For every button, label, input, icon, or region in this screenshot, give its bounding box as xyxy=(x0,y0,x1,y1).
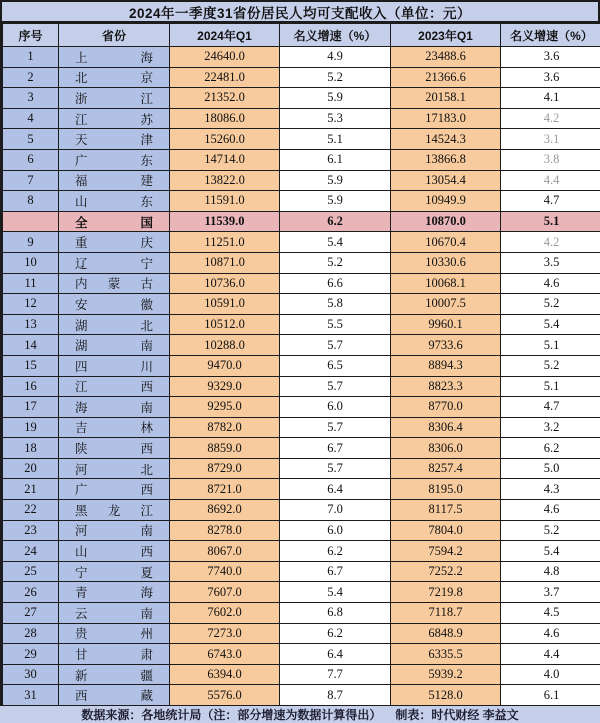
table-row xyxy=(3,314,600,335)
q1-2023-cell: 20158.1 xyxy=(391,88,501,109)
province-name: 黑龙江 xyxy=(75,501,153,519)
rank-cell: 2 xyxy=(3,67,59,88)
growth-2024-cell: 6.7 xyxy=(280,561,391,582)
province-cell xyxy=(59,603,170,624)
province-cell xyxy=(59,644,170,665)
table-row xyxy=(3,108,600,129)
rank-cell: 22 xyxy=(3,500,59,521)
province-name: 上海 xyxy=(75,48,153,66)
province-cell xyxy=(59,561,170,582)
q1-2023-cell: 8306.0 xyxy=(391,438,501,459)
growth-2023-cell: 4.6 xyxy=(501,500,600,521)
q1-2023-cell: 13866.8 xyxy=(391,149,501,170)
growth-2023-cell: 4.2 xyxy=(501,232,600,253)
rank-cell: 26 xyxy=(3,582,59,603)
growth-2023-cell: 4.0 xyxy=(501,664,600,685)
q1-2024-cell: 8067.0 xyxy=(170,541,280,562)
growth-2023-cell: 4.7 xyxy=(501,191,600,212)
growth-2023-cell: 5.1 xyxy=(501,335,600,356)
growth-2023-cell: 4.8 xyxy=(501,561,600,582)
table-row xyxy=(3,458,600,479)
credit-note: 制表：时代财经 李益文 xyxy=(395,706,518,723)
data-source-note: 数据来源：各地统计局（注：部分增速为数据计算得出） xyxy=(81,706,381,723)
growth-2024-cell: 6.7 xyxy=(280,438,391,459)
table-row xyxy=(3,623,600,644)
growth-2024-cell: 5.9 xyxy=(280,170,391,191)
province-name: 宁夏 xyxy=(75,563,153,581)
province-name: 海南 xyxy=(75,398,153,416)
q1-2024-cell: 18086.0 xyxy=(170,108,280,129)
province-cell xyxy=(59,623,170,644)
q1-2023-cell: 10670.4 xyxy=(391,232,501,253)
q1-2024-cell: 8782.0 xyxy=(170,417,280,438)
province-name: 广西 xyxy=(75,480,153,498)
province-name: 山西 xyxy=(75,542,153,560)
province-name: 广东 xyxy=(75,151,153,169)
growth-2023-cell: 3.6 xyxy=(501,67,600,88)
growth-2024-cell: 5.8 xyxy=(280,294,391,315)
province-cell xyxy=(59,191,170,212)
table-row xyxy=(3,170,600,191)
q1-2023-cell: 10949.9 xyxy=(391,191,501,212)
province-name: 青海 xyxy=(75,583,153,601)
growth-2023-cell: 5.1 xyxy=(501,211,600,232)
q1-2023-cell: 7219.8 xyxy=(391,582,501,603)
rank-cell: 24 xyxy=(3,541,59,562)
province-cell xyxy=(59,149,170,170)
q1-2023-cell: 8195.0 xyxy=(391,479,501,500)
table-row xyxy=(3,500,600,521)
col-header-growth-2024: 名义增速（%） xyxy=(280,24,391,47)
growth-2023-cell: 4.5 xyxy=(501,603,600,624)
growth-2024-cell: 7.7 xyxy=(280,664,391,685)
growth-2023-cell: 4.6 xyxy=(501,623,600,644)
q1-2024-cell: 24640.0 xyxy=(170,47,280,68)
q1-2024-cell: 22481.0 xyxy=(170,67,280,88)
growth-2023-cell: 4.2 xyxy=(501,108,600,129)
growth-2024-cell: 6.1 xyxy=(280,149,391,170)
province-cell xyxy=(59,355,170,376)
table-row xyxy=(3,561,600,582)
q1-2024-cell: 21352.0 xyxy=(170,88,280,109)
province-cell xyxy=(59,211,170,232)
growth-2023-cell: 5.0 xyxy=(501,458,600,479)
table-row xyxy=(3,191,600,212)
table-footer xyxy=(0,706,600,723)
rank-cell: 20 xyxy=(3,458,59,479)
province-name: 吉林 xyxy=(75,418,153,436)
q1-2024-cell: 8278.0 xyxy=(170,520,280,541)
province-cell xyxy=(59,108,170,129)
province-cell xyxy=(59,376,170,397)
rank-cell: 8 xyxy=(3,191,59,212)
q1-2024-cell: 10288.0 xyxy=(170,335,280,356)
growth-2023-cell: 3.1 xyxy=(501,129,600,150)
province-name: 江苏 xyxy=(75,110,153,128)
q1-2024-cell: 7607.0 xyxy=(170,582,280,603)
province-cell xyxy=(59,582,170,603)
province-name: 四川 xyxy=(75,357,153,375)
province-cell xyxy=(59,294,170,315)
q1-2024-cell: 14714.0 xyxy=(170,149,280,170)
q1-2023-cell: 5128.0 xyxy=(391,685,501,706)
rank-cell: 13 xyxy=(3,314,59,335)
growth-2024-cell: 6.0 xyxy=(280,520,391,541)
q1-2023-cell: 8306.4 xyxy=(391,417,501,438)
province-cell xyxy=(59,458,170,479)
q1-2023-cell: 8257.4 xyxy=(391,458,501,479)
table-row xyxy=(3,47,600,68)
province-cell xyxy=(59,500,170,521)
rank-cell: 28 xyxy=(3,623,59,644)
province-cell xyxy=(59,664,170,685)
national-total-row xyxy=(3,211,600,232)
table-row xyxy=(3,129,600,150)
province-name: 湖北 xyxy=(75,316,153,334)
q1-2024-cell: 6394.0 xyxy=(170,664,280,685)
growth-2024-cell: 5.4 xyxy=(280,582,391,603)
growth-2024-cell: 5.4 xyxy=(280,232,391,253)
rank-cell: 16 xyxy=(3,376,59,397)
q1-2023-cell: 6848.9 xyxy=(391,623,501,644)
growth-2024-cell: 6.5 xyxy=(280,355,391,376)
province-cell xyxy=(59,170,170,191)
q1-2024-cell: 6743.0 xyxy=(170,644,280,665)
q1-2023-cell: 7252.2 xyxy=(391,561,501,582)
q1-2023-cell: 8770.0 xyxy=(391,397,501,418)
q1-2023-cell: 7118.7 xyxy=(391,603,501,624)
province-cell xyxy=(59,685,170,706)
col-header-2023q1: 2023年Q1 xyxy=(391,24,501,47)
q1-2023-cell: 8894.3 xyxy=(391,355,501,376)
growth-2023-cell: 3.7 xyxy=(501,582,600,603)
province-name: 福建 xyxy=(75,171,153,189)
col-header-province: 省份 xyxy=(59,24,170,47)
province-name: 湖南 xyxy=(75,336,153,354)
rank-cell: 12 xyxy=(3,294,59,315)
rank-cell: 25 xyxy=(3,561,59,582)
col-header-growth-2023: 名义增速（%） xyxy=(501,24,600,47)
q1-2023-cell: 21366.6 xyxy=(391,67,501,88)
growth-2024-cell: 6.4 xyxy=(280,479,391,500)
q1-2023-cell: 7594.2 xyxy=(391,541,501,562)
province-name: 陕西 xyxy=(75,439,153,457)
table-row xyxy=(3,438,600,459)
table-row xyxy=(3,294,600,315)
growth-2024-cell: 5.2 xyxy=(280,67,391,88)
rank-cell: 19 xyxy=(3,417,59,438)
growth-2023-cell: 4.7 xyxy=(501,397,600,418)
rank-cell: 30 xyxy=(3,664,59,685)
col-header-2024q1: 2024年Q1 xyxy=(170,24,280,47)
province-name: 山东 xyxy=(75,192,153,210)
province-name: 北京 xyxy=(75,68,153,86)
growth-2023-cell: 5.2 xyxy=(501,355,600,376)
table-row xyxy=(3,232,600,253)
table-row xyxy=(3,644,600,665)
growth-2024-cell: 5.2 xyxy=(280,252,391,273)
q1-2024-cell: 9295.0 xyxy=(170,397,280,418)
growth-2023-cell: 6.2 xyxy=(501,438,600,459)
province-cell xyxy=(59,541,170,562)
province-name: 天津 xyxy=(75,130,153,148)
growth-2023-cell: 5.4 xyxy=(501,541,600,562)
growth-2024-cell: 6.8 xyxy=(280,603,391,624)
province-name: 云南 xyxy=(75,604,153,622)
province-cell xyxy=(59,314,170,335)
rank-cell: 15 xyxy=(3,355,59,376)
q1-2023-cell: 10330.6 xyxy=(391,252,501,273)
table-row xyxy=(3,88,600,109)
table-row xyxy=(3,355,600,376)
province-name: 浙江 xyxy=(75,89,153,107)
province-name: 辽宁 xyxy=(75,254,153,272)
growth-2024-cell: 6.2 xyxy=(280,211,391,232)
growth-2024-cell: 5.9 xyxy=(280,191,391,212)
q1-2024-cell: 10512.0 xyxy=(170,314,280,335)
growth-2023-cell: 3.8 xyxy=(501,149,600,170)
table-row xyxy=(3,149,600,170)
rank-cell: 18 xyxy=(3,438,59,459)
q1-2024-cell: 11539.0 xyxy=(170,211,280,232)
growth-2023-cell: 4.6 xyxy=(501,273,600,294)
q1-2024-cell: 7602.0 xyxy=(170,603,280,624)
province-name: 内蒙古 xyxy=(75,274,153,292)
table-row xyxy=(3,252,600,273)
province-cell xyxy=(59,397,170,418)
growth-2023-cell: 4.4 xyxy=(501,644,600,665)
q1-2023-cell: 8823.3 xyxy=(391,376,501,397)
province-cell xyxy=(59,88,170,109)
province-name: 甘肃 xyxy=(75,645,153,663)
growth-2023-cell: 3.5 xyxy=(501,252,600,273)
growth-2024-cell: 5.9 xyxy=(280,88,391,109)
province-cell xyxy=(59,479,170,500)
growth-2023-cell: 4.1 xyxy=(501,88,600,109)
q1-2024-cell: 10736.0 xyxy=(170,273,280,294)
rank-cell: 14 xyxy=(3,335,59,356)
rank-cell: 4 xyxy=(3,108,59,129)
province-name: 重庆 xyxy=(75,233,153,251)
province-cell xyxy=(59,232,170,253)
rank-cell: 9 xyxy=(3,232,59,253)
growth-2024-cell: 5.7 xyxy=(280,458,391,479)
table-row xyxy=(3,479,600,500)
province-name: 河北 xyxy=(75,460,153,478)
q1-2024-cell: 8729.0 xyxy=(170,458,280,479)
q1-2024-cell: 15260.0 xyxy=(170,129,280,150)
growth-2024-cell: 7.0 xyxy=(280,500,391,521)
table-body xyxy=(3,47,600,706)
q1-2023-cell: 6335.5 xyxy=(391,644,501,665)
province-name: 西藏 xyxy=(75,686,153,704)
q1-2023-cell: 9960.1 xyxy=(391,314,501,335)
q1-2024-cell: 8692.0 xyxy=(170,500,280,521)
rank-cell: 31 xyxy=(3,685,59,706)
table-row xyxy=(3,273,600,294)
q1-2024-cell: 8859.0 xyxy=(170,438,280,459)
q1-2023-cell: 14524.3 xyxy=(391,129,501,150)
q1-2024-cell: 7740.0 xyxy=(170,561,280,582)
rank-cell: 7 xyxy=(3,170,59,191)
table-row xyxy=(3,541,600,562)
growth-2023-cell: 4.4 xyxy=(501,170,600,191)
province-cell xyxy=(59,129,170,150)
q1-2024-cell: 11591.0 xyxy=(170,191,280,212)
q1-2024-cell: 11251.0 xyxy=(170,232,280,253)
table-row xyxy=(3,376,600,397)
growth-2024-cell: 5.7 xyxy=(280,335,391,356)
province-cell xyxy=(59,67,170,88)
rank-cell xyxy=(3,211,59,232)
growth-2023-cell: 3.2 xyxy=(501,417,600,438)
growth-2024-cell: 6.2 xyxy=(280,623,391,644)
page-title: 2024年一季度31省份居民人均可支配收入（单位：元） xyxy=(2,2,598,23)
province-name: 河南 xyxy=(75,521,153,539)
province-cell xyxy=(59,438,170,459)
growth-2024-cell: 5.3 xyxy=(280,108,391,129)
rank-cell: 21 xyxy=(3,479,59,500)
growth-2023-cell: 5.4 xyxy=(501,314,600,335)
rank-cell: 3 xyxy=(3,88,59,109)
growth-2023-cell: 4.3 xyxy=(501,479,600,500)
table-row xyxy=(3,67,600,88)
rank-cell: 29 xyxy=(3,644,59,665)
q1-2023-cell: 10870.0 xyxy=(391,211,501,232)
q1-2023-cell: 10068.1 xyxy=(391,273,501,294)
growth-2024-cell: 6.4 xyxy=(280,644,391,665)
province-name: 贵州 xyxy=(75,624,153,642)
growth-2024-cell: 8.7 xyxy=(280,685,391,706)
growth-2024-cell: 4.9 xyxy=(280,47,391,68)
q1-2023-cell: 17183.0 xyxy=(391,108,501,129)
growth-2024-cell: 5.7 xyxy=(280,376,391,397)
province-cell xyxy=(59,47,170,68)
growth-2024-cell: 5.1 xyxy=(280,129,391,150)
growth-2023-cell: 5.2 xyxy=(501,294,600,315)
table-row xyxy=(3,603,600,624)
table-row xyxy=(3,582,600,603)
col-header-rank: 序号 xyxy=(3,24,59,47)
growth-2024-cell: 6.2 xyxy=(280,541,391,562)
table-row xyxy=(3,520,600,541)
province-cell xyxy=(59,417,170,438)
growth-2024-cell: 6.0 xyxy=(280,397,391,418)
table-row xyxy=(3,685,600,706)
q1-2024-cell: 10871.0 xyxy=(170,252,280,273)
province-cell xyxy=(59,252,170,273)
q1-2023-cell: 7804.0 xyxy=(391,520,501,541)
province-name: 江西 xyxy=(75,377,153,395)
rank-cell: 11 xyxy=(3,273,59,294)
province-cell xyxy=(59,273,170,294)
growth-2024-cell: 5.5 xyxy=(280,314,391,335)
province-cell xyxy=(59,335,170,356)
growth-2023-cell: 6.1 xyxy=(501,685,600,706)
rank-cell: 6 xyxy=(3,149,59,170)
province-name: 全国 xyxy=(75,213,153,231)
growth-2024-cell: 5.7 xyxy=(280,417,391,438)
table-row xyxy=(3,664,600,685)
growth-2023-cell: 5.2 xyxy=(501,520,600,541)
q1-2023-cell: 5939.2 xyxy=(391,664,501,685)
growth-2024-cell: 6.6 xyxy=(280,273,391,294)
q1-2024-cell: 8721.0 xyxy=(170,479,280,500)
table-row xyxy=(3,417,600,438)
q1-2023-cell: 10007.5 xyxy=(391,294,501,315)
province-name: 新疆 xyxy=(75,666,153,684)
growth-2023-cell: 3.6 xyxy=(501,47,600,68)
q1-2024-cell: 9329.0 xyxy=(170,376,280,397)
header-row xyxy=(3,24,600,47)
province-name: 安徽 xyxy=(75,295,153,313)
q1-2024-cell: 9470.0 xyxy=(170,355,280,376)
rank-cell: 17 xyxy=(3,397,59,418)
table-row xyxy=(3,335,600,356)
growth-2023-cell: 5.1 xyxy=(501,376,600,397)
rank-cell: 1 xyxy=(3,47,59,68)
q1-2024-cell: 7273.0 xyxy=(170,623,280,644)
rank-cell: 10 xyxy=(3,252,59,273)
q1-2024-cell: 13822.0 xyxy=(170,170,280,191)
q1-2023-cell: 8117.5 xyxy=(391,500,501,521)
q1-2023-cell: 23488.6 xyxy=(391,47,501,68)
q1-2024-cell: 5576.0 xyxy=(170,685,280,706)
rank-cell: 27 xyxy=(3,603,59,624)
q1-2023-cell: 13054.4 xyxy=(391,170,501,191)
table-row xyxy=(3,397,600,418)
income-table xyxy=(2,23,600,706)
rank-cell: 23 xyxy=(3,520,59,541)
q1-2024-cell: 10591.0 xyxy=(170,294,280,315)
province-cell xyxy=(59,520,170,541)
rank-cell: 5 xyxy=(3,129,59,150)
q1-2023-cell: 9733.6 xyxy=(391,335,501,356)
